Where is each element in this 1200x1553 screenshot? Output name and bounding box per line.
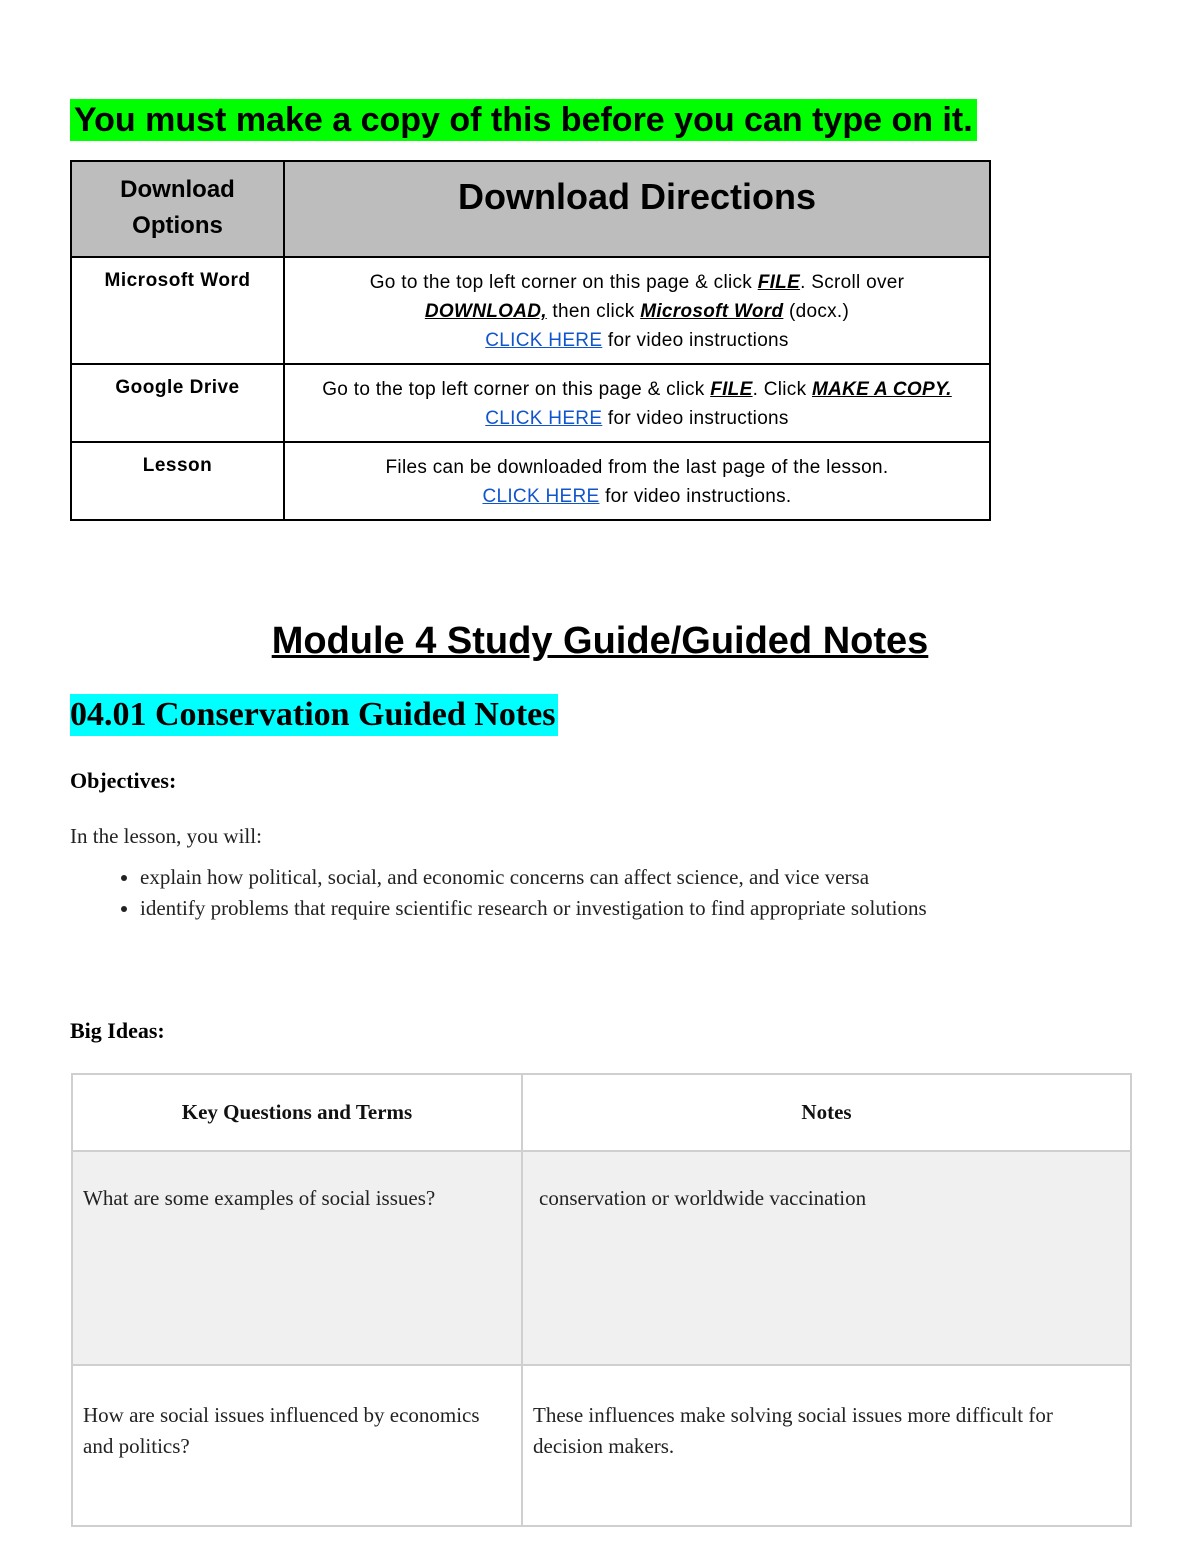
option-label: Microsoft Word: [71, 257, 284, 364]
video-instructions-link[interactable]: CLICK HERE: [482, 486, 600, 507]
download-row-drive: [71, 364, 990, 442]
module-title: Module 4 Study Guide/Guided Notes: [271, 620, 929, 662]
objectives-intro: In the lesson, you will:: [70, 824, 262, 848]
make-copy-ref: MAKE A COPY.: [811, 379, 952, 400]
directions-cell: Go to the top left corner on this page & click FILE. Click MAKE A COPY. CLICK HERE for video instructions: [284, 364, 990, 442]
table-row: [72, 1365, 1131, 1526]
notes-table: [71, 1073, 1132, 1527]
download-options-table: [70, 160, 991, 521]
video-instructions-link[interactable]: CLICK HERE: [485, 330, 603, 351]
video-instructions-link[interactable]: CLICK HERE: [485, 408, 603, 429]
directions-cell: Go to the top left corner on this page & click FILE. Scroll over DOWNLOAD, then click Microsoft Word (docx.) CLICK HERE for video instructions: [284, 257, 990, 364]
download-options-header: Download Options: [71, 161, 284, 257]
objectives-list: [70, 862, 927, 924]
file-menu-ref: FILE: [757, 272, 801, 293]
lesson-title: 04.01 Conservation Guided Notes: [70, 694, 558, 736]
download-menu-ref: DOWNLOAD,: [424, 301, 547, 322]
file-menu-ref: FILE: [710, 379, 753, 400]
column-header: Notes: [522, 1074, 1131, 1151]
make-copy-banner: You must make a copy of this before you can type on it.: [70, 99, 977, 141]
option-label: Google Drive: [71, 364, 284, 442]
table-row: [72, 1151, 1131, 1365]
objectives-heading: Objectives:: [70, 768, 177, 793]
download-row-lesson: [71, 442, 990, 520]
download-row-word: [71, 257, 990, 364]
word-format-ref: Microsoft Word: [640, 301, 784, 322]
option-label: Lesson: [71, 442, 284, 520]
directions-cell: Files can be downloaded from the last page of the lesson. CLICK HERE for video instructions.: [284, 442, 990, 520]
note-cell[interactable]: These influences make solving social issues more difficult for decision makers.: [522, 1365, 1131, 1526]
column-header: Key Questions and Terms: [72, 1074, 522, 1151]
list-item: • explain how political, social, and economic concerns can affect science, and vice versa: [140, 862, 927, 893]
big-ideas-heading: Big Ideas:: [70, 1018, 165, 1043]
question-cell: What are some examples of social issues?: [72, 1151, 522, 1365]
download-directions-header: Download Directions: [284, 161, 990, 257]
question-cell: How are social issues influenced by economics and politics?: [72, 1365, 522, 1526]
note-cell[interactable]: conservation or worldwide vaccination: [522, 1151, 1131, 1365]
list-item: • identify problems that require scientific research or investigation to find appropriate solutions: [140, 893, 927, 924]
